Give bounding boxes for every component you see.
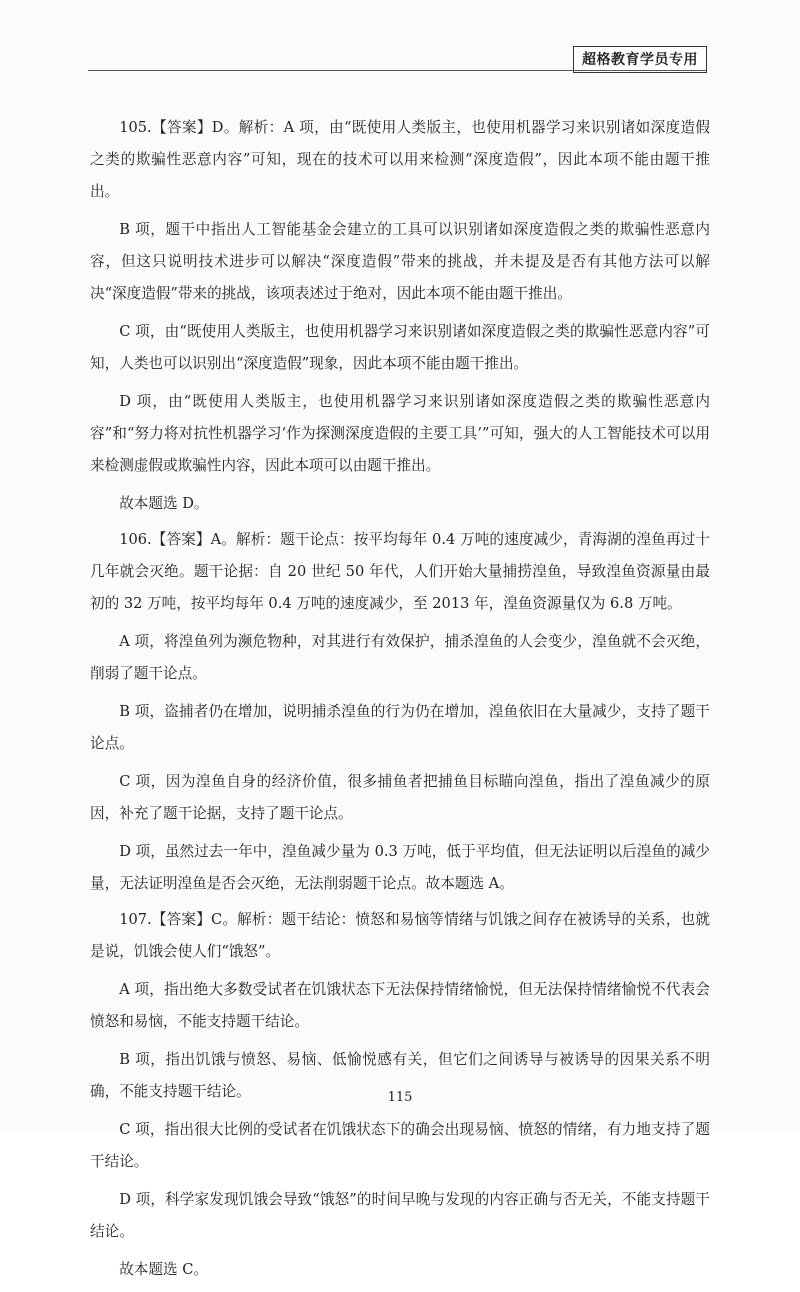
- paragraph-q106-answer: 106.【答案】A。解析：题干论点：按平均每年 0.4 万吨的速度减少，青海湖的湟鱼再过十几年就会灭绝。题干论据：自 20 世纪 50 年代，人们开始大量捕捞湟鱼，导致湟鱼资源量由最初的 32 万吨，按平均每年 0.4 万吨的速度减少，至 2013 年，湟鱼资源量仅为 6.8 万吨。: [90, 531, 710, 612]
- paragraph-q107-option-d: D 项，科学家发现饥饿会导致“饿怒”的时间早晚与发现的内容正确与否无关，不能支持题干结论。: [90, 1191, 710, 1240]
- paragraph-q105-option-b: B 项，题干中指出人工智能基金会建立的工具可以识别诸如深度造假之类的欺骗性恶意内容，但这只说明技术进步可以解决“深度造假”带来的挑战，并未提及是否有其他方法可以解决“深度造假”带来的挑战，该项表述过于绝对，因此本项不能由题干推出。: [90, 221, 710, 302]
- paragraph-q105-conclusion: 故本题选 D。: [119, 495, 209, 512]
- paragraph-q106-option-d: D 项，虽然过去一年中，湟鱼减少量为 0.3 万吨，低于平均值，但无法证明以后湟鱼的减少量，无法证明湟鱼是否会灭绝，无法削弱题干论点。故本题选 A。: [90, 843, 710, 892]
- paragraph-q105-option-c: C 项，由“既使用人类版主，也使用机器学习来识别诸如深度造假之类的欺骗性恶意内容”可知，人类也可以识别出“深度造假”现象，因此本项不能由题干推出。: [90, 323, 710, 372]
- header-divider: [88, 70, 707, 71]
- header-badge: 超格教育学员专用: [573, 46, 707, 73]
- page-number: 115: [387, 1090, 413, 1105]
- paragraph-q106-option-c: C 项，因为湟鱼自身的经济价值，很多捕鱼者把捕鱼目标瞄向湟鱼，指出了湟鱼减少的原因，补充了题干论据，支持了题干论点。: [90, 773, 710, 822]
- answer-explanations: [90, 112, 710, 1292]
- paragraph-q107-option-c: C 项，指出很大比例的受试者在饥饿状态下的确会出现易恼、愤怒的情绪，有力地支持了题干结论。: [90, 1121, 710, 1170]
- paragraph-q106-option-b: B 项，盗捕者仍在增加，说明捕杀湟鱼的行为仍在增加，湟鱼依旧在大量减少，支持了题干论点。: [90, 703, 710, 752]
- paragraph-q107-option-b: B 项，指出饥饿与愤怒、易恼、低愉悦感有关，但它们之间诱导与被诱导的因果关系不明确，不能支持题干结论。: [90, 1051, 710, 1100]
- paragraph-q105-answer: 105.【答案】D。解析：A 项，由“既使用人类版主，也使用机器学习来识别诸如深度造假之类的欺骗性恶意内容”可知，现在的技术可以用来检测“深度造假”，因此本项不能由题干推出。: [90, 119, 710, 200]
- paragraph-q107-answer: 107.【答案】C。解析：题干结论：愤怒和易恼等情绪与饥饿之间存在被诱导的关系，也就是说，饥饿会使人们“饿怒”。: [90, 911, 710, 960]
- paragraph-q107-conclusion: 故本题选 C。: [119, 1261, 208, 1278]
- paragraph-q105-option-d: D 项，由“既使用人类版主，也使用机器学习来识别诸如深度造假之类的欺骗性恶意内容”和“努力将对抗性机器学习‘作为探测深度造假的主要工具’”可知，强大的人工智能技术可以用来检测虚假或欺骗性内容，因此本项可以由题干推出。: [90, 393, 710, 474]
- paragraph-q107-option-a: A 项，指出绝大多数受试者在饥饿状态下无法保持情绪愉悦，但无法保持情绪愉悦不代表会愤怒和易恼，不能支持题干结论。: [90, 981, 710, 1030]
- paragraph-q106-option-a: A 项，将湟鱼列为濒危物种，对其进行有效保护，捕杀湟鱼的人会变少，湟鱼就不会灭绝，削弱了题干论点。: [90, 633, 710, 682]
